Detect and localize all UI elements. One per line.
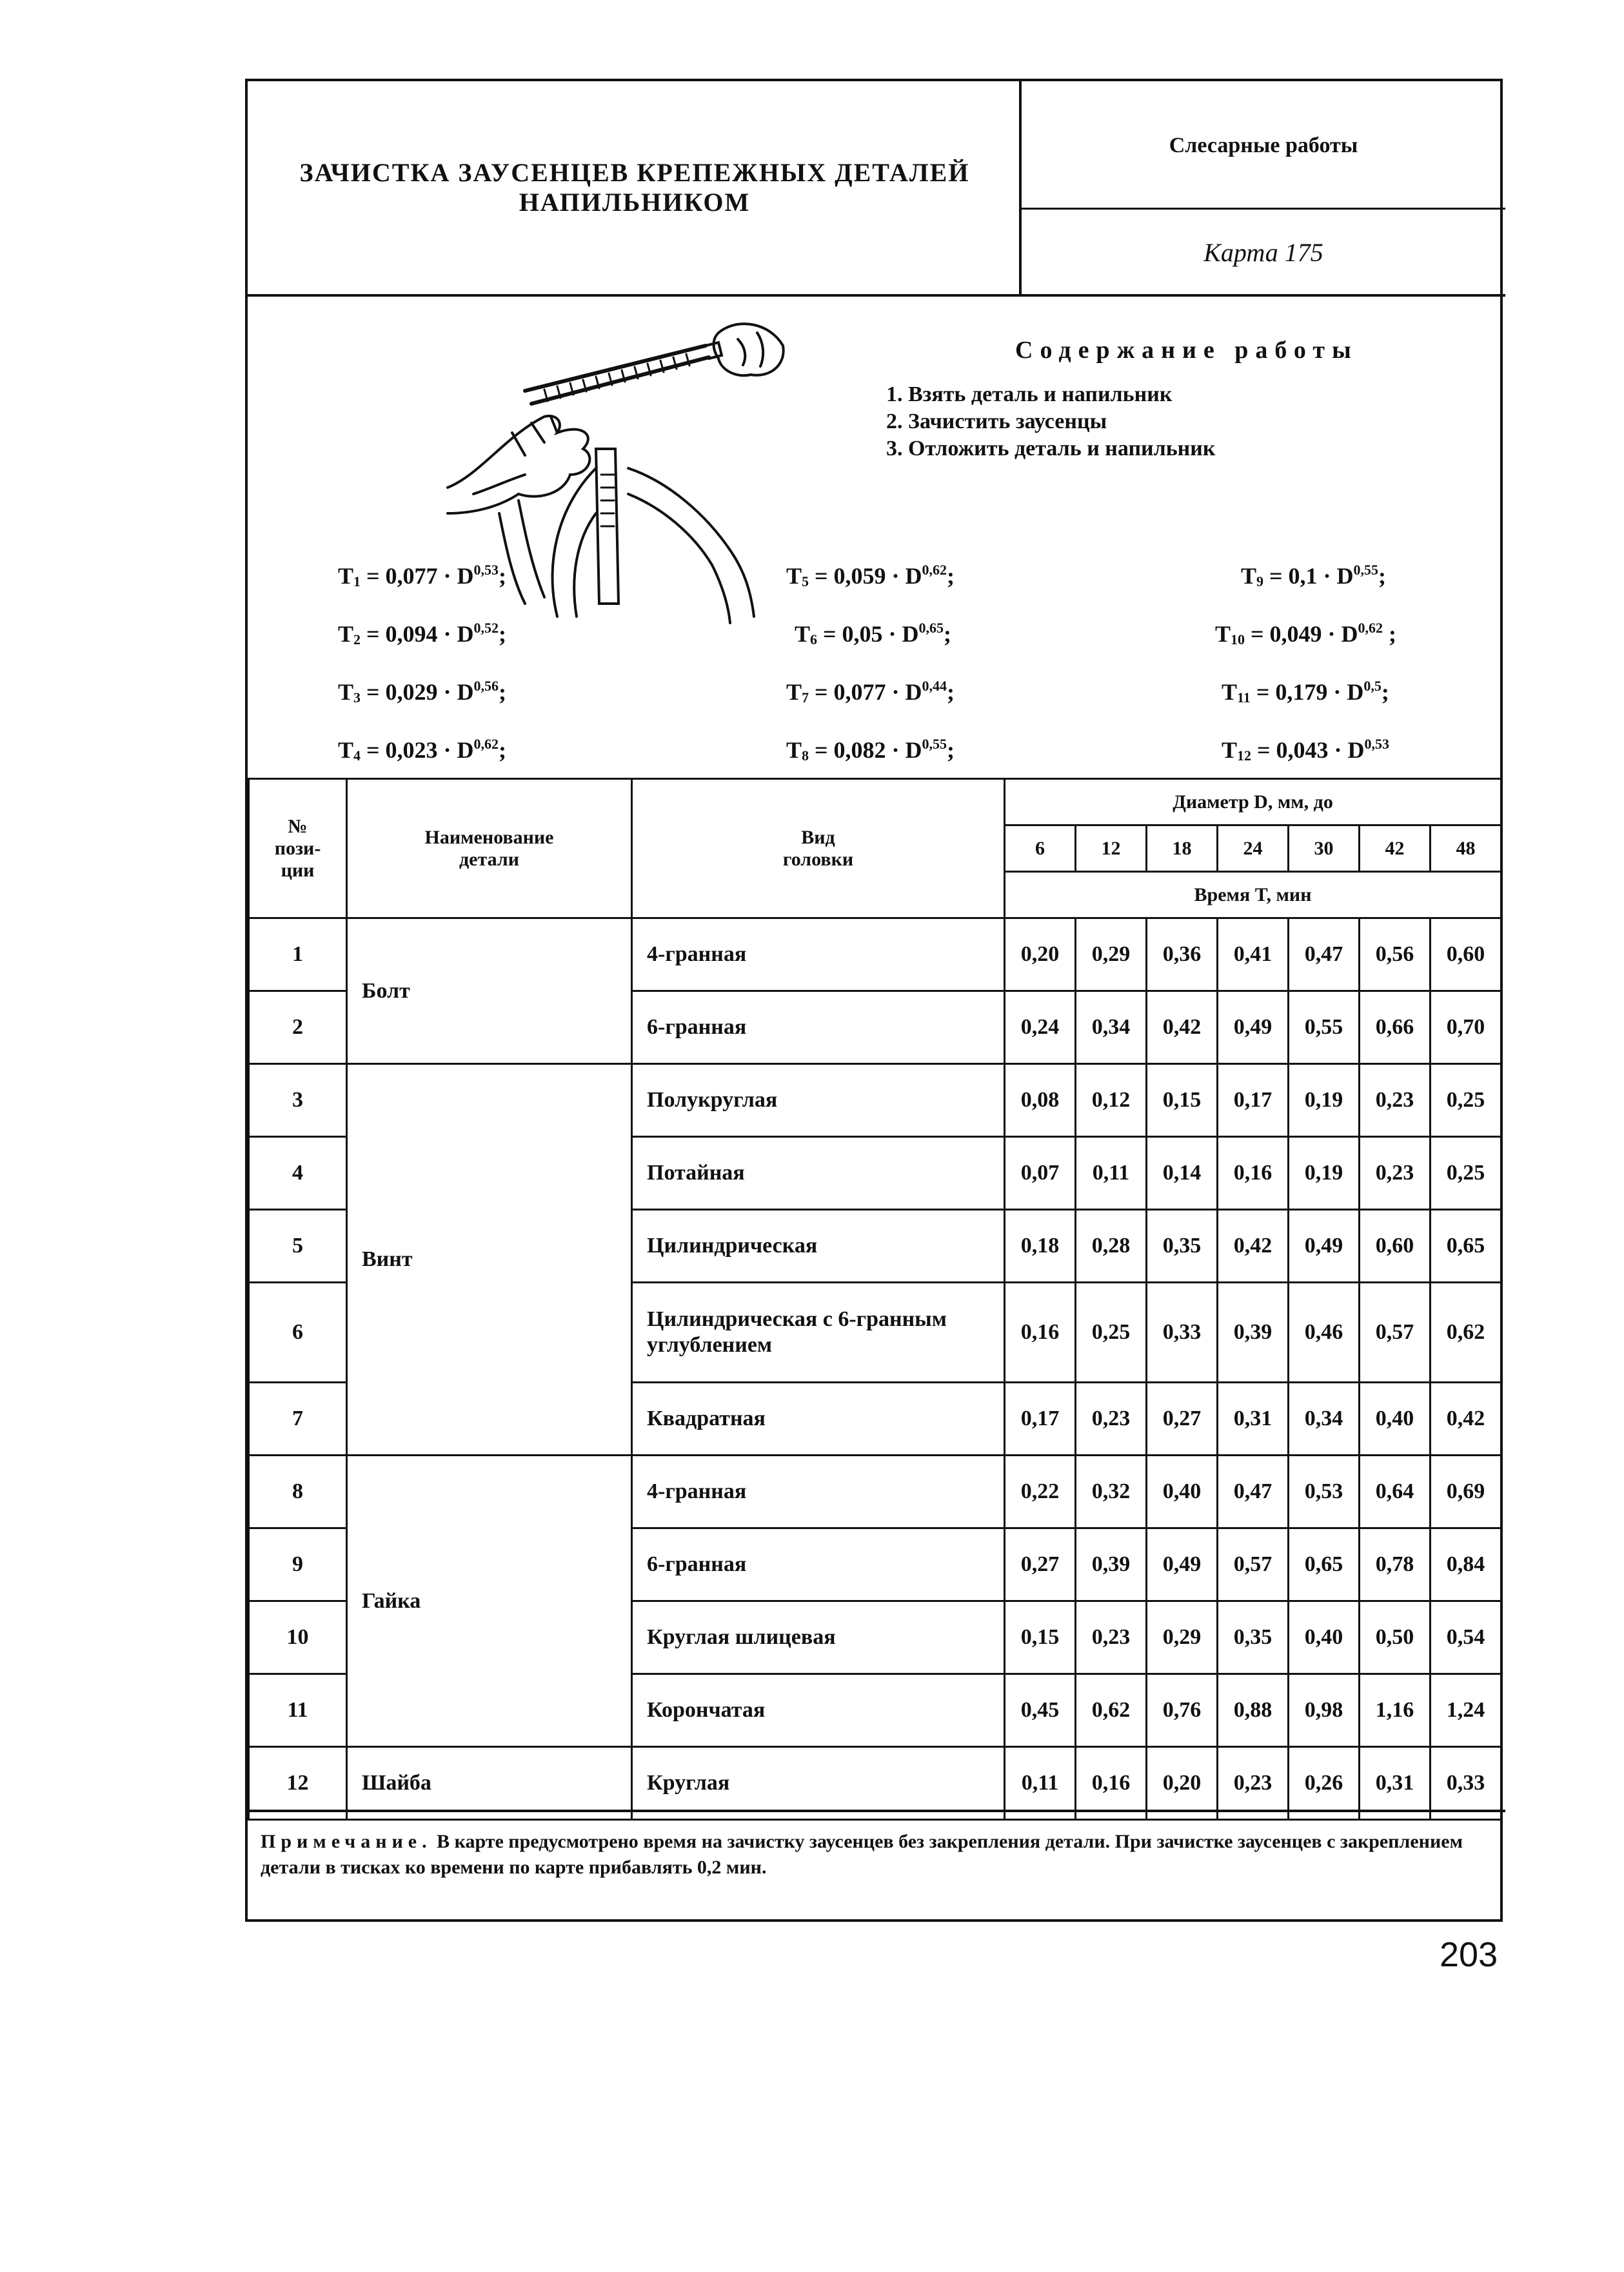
formula-t1: $T_1 = 0,077 \cdot D^{0,53}$; [338, 562, 507, 589]
diameter-header: Диаметр D, мм, до [1005, 779, 1501, 825]
head-type-cell: 6-гранная [632, 1528, 1005, 1601]
card-frame [245, 79, 1503, 1922]
time-value-cell: 0,19 [1289, 1064, 1360, 1137]
time-norm-table [248, 778, 1502, 1821]
time-value-cell: 0,53 [1289, 1456, 1360, 1528]
time-value-cell: 0,15 [1005, 1601, 1076, 1674]
time-value-cell: 0,40 [1289, 1601, 1360, 1674]
time-value-cell: 0,33 [1147, 1283, 1218, 1383]
position-column-header: № пози- ции [249, 779, 347, 918]
time-value-cell: 0,78 [1360, 1528, 1431, 1601]
time-value-cell: 0,27 [1147, 1383, 1218, 1456]
part-name-cell: Винт [347, 1064, 632, 1456]
head-type-cell: Круглая [632, 1747, 1005, 1820]
time-value-cell: 0,47 [1289, 918, 1360, 991]
time-value-cell: 0,29 [1076, 918, 1147, 991]
table-row [249, 918, 1501, 991]
time-value-cell: 0,12 [1076, 1064, 1147, 1137]
diameter-value: 30 [1289, 825, 1360, 872]
card-title [248, 81, 1022, 294]
position-cell: 1 [249, 918, 347, 991]
position-cell: 3 [249, 1064, 347, 1137]
time-value-cell: 0,65 [1431, 1210, 1501, 1283]
filing-illustration [435, 320, 796, 642]
position-cell: 12 [249, 1747, 347, 1820]
position-cell: 4 [249, 1137, 347, 1210]
formula-t5: $T_5 = 0,059 \cdot D^{0,62}$; [786, 562, 955, 589]
time-value-cell: 0,56 [1360, 918, 1431, 991]
time-value-cell: 0,14 [1147, 1137, 1218, 1210]
formula-t11: $T_{11} = 0,179 \cdot D^{0,5}$; [1222, 678, 1389, 706]
time-value-cell: 0,08 [1005, 1064, 1076, 1137]
time-value-cell: 0,88 [1218, 1674, 1289, 1747]
time-value-cell: 0,32 [1076, 1456, 1147, 1528]
time-value-cell: 0,18 [1005, 1210, 1076, 1283]
time-value-cell: 0,57 [1218, 1528, 1289, 1601]
time-value-cell: 0,84 [1431, 1528, 1501, 1601]
time-value-cell: 0,42 [1147, 991, 1218, 1064]
time-value-cell: 0,25 [1431, 1137, 1501, 1210]
time-value-cell: 0,60 [1360, 1210, 1431, 1283]
formula-t6: $T_6 = 0,05 \cdot D^{0,65}$; [795, 620, 952, 647]
time-value-cell: 0,49 [1218, 991, 1289, 1064]
part-name-cell: Гайка [347, 1456, 632, 1747]
table-row [249, 1456, 1501, 1528]
time-value-cell: 0,39 [1218, 1283, 1289, 1383]
time-value-cell: 0,29 [1147, 1601, 1218, 1674]
content-title: Содержание работы [1015, 337, 1358, 364]
time-value-cell: 1,24 [1431, 1674, 1501, 1747]
head-type-column-header: Вид головки [632, 779, 1005, 918]
table-row [249, 1064, 1501, 1137]
time-value-cell: 0,62 [1431, 1283, 1501, 1383]
formula-t8: $T_8 = 0,082 \cdot D^{0,55}$; [786, 736, 955, 764]
position-cell: 11 [249, 1674, 347, 1747]
page-number: 203 [1440, 1935, 1498, 1974]
time-value-cell: 0,49 [1289, 1210, 1360, 1283]
header-divider [1019, 208, 1505, 210]
head-type-cell: Корончатая [632, 1674, 1005, 1747]
time-value-cell: 0,20 [1005, 918, 1076, 991]
time-value-cell: 0,22 [1005, 1456, 1076, 1528]
position-cell: 7 [249, 1383, 347, 1456]
time-value-cell: 0,69 [1431, 1456, 1501, 1528]
card-number: Карта 175 [1203, 237, 1323, 267]
time-value-cell: 1,16 [1360, 1674, 1431, 1747]
formula-t7: $T_7 = 0,077 \cdot D^{0,44}$; [786, 678, 955, 706]
time-value-cell: 0,27 [1005, 1528, 1076, 1601]
time-value-cell: 0,45 [1005, 1674, 1076, 1747]
header-divider [1019, 81, 1022, 294]
time-value-cell: 0,07 [1005, 1137, 1076, 1210]
table-row [249, 1747, 1501, 1820]
time-value-cell: 0,23 [1360, 1137, 1431, 1210]
position-cell: 9 [249, 1528, 347, 1601]
card-title-line2: НАПИЛЬНИКОМ [519, 188, 751, 217]
diameter-value: 6 [1005, 825, 1076, 872]
time-value-cell: 0,17 [1218, 1064, 1289, 1137]
diameter-value: 48 [1431, 825, 1501, 872]
head-type-cell: Круглая шлицевая [632, 1601, 1005, 1674]
header-bottom-rule [248, 294, 1505, 297]
diameter-value: 12 [1076, 825, 1147, 872]
time-value-cell: 0,39 [1076, 1528, 1147, 1601]
time-value-cell: 0,41 [1218, 918, 1289, 991]
head-type-cell: 4-гранная [632, 918, 1005, 991]
time-value-cell: 0,42 [1431, 1383, 1501, 1456]
work-step: 2. Зачистить заусенцы [886, 410, 1107, 433]
time-value-cell: 0,50 [1360, 1601, 1431, 1674]
position-cell: 5 [249, 1210, 347, 1283]
time-value-cell: 0,23 [1360, 1064, 1431, 1137]
time-value-cell: 0,42 [1218, 1210, 1289, 1283]
diameter-value: 24 [1218, 825, 1289, 872]
time-value-cell: 0,23 [1218, 1747, 1289, 1820]
time-value-cell: 0,11 [1005, 1747, 1076, 1820]
formula-t9: $T_9 = 0,1 \cdot D^{0,55}$; [1241, 562, 1387, 589]
diameter-value: 42 [1360, 825, 1431, 872]
time-value-cell: 0,31 [1360, 1747, 1431, 1820]
time-value-cell: 0,24 [1005, 991, 1076, 1064]
note-text: В карте предусмотрено время на зачистку заусенцев без закрепления детали. При зачистке заусенцев с закреплением детали в тисках ко времени по карте прибавлять 0,2 мин. [261, 1831, 1463, 1878]
time-value-cell: 0,76 [1147, 1674, 1218, 1747]
formula-t3: $T_3 = 0,029 \cdot D^{0,56}$; [338, 678, 507, 706]
position-cell: 8 [249, 1456, 347, 1528]
work-steps [886, 381, 1215, 462]
time-value-cell: 0,28 [1076, 1210, 1147, 1283]
time-value-cell: 0,25 [1431, 1064, 1501, 1137]
time-value-cell: 0,98 [1289, 1674, 1360, 1747]
work-step: 1. Взять деталь и напильник [886, 382, 1173, 406]
time-value-cell: 0,23 [1076, 1601, 1147, 1674]
position-cell: 2 [249, 991, 347, 1064]
time-value-cell: 0,64 [1360, 1456, 1431, 1528]
time-value-cell: 0,54 [1431, 1601, 1501, 1674]
time-value-cell: 0,62 [1076, 1674, 1147, 1747]
head-type-cell: 6-гранная [632, 991, 1005, 1064]
part-name-cell: Шайба [347, 1747, 632, 1820]
time-value-cell: 0,25 [1076, 1283, 1147, 1383]
time-value-cell: 0,60 [1431, 918, 1501, 991]
time-value-cell: 0,20 [1147, 1747, 1218, 1820]
time-value-cell: 0,65 [1289, 1528, 1360, 1601]
time-value-cell: 0,55 [1289, 991, 1360, 1064]
note-label: Примечание. [261, 1831, 432, 1852]
time-value-cell: 0,23 [1076, 1383, 1147, 1456]
head-type-cell: Полукруглая [632, 1064, 1005, 1137]
note-divider [248, 1810, 1505, 1812]
time-value-cell: 0,31 [1218, 1383, 1289, 1456]
time-value-cell: 0,16 [1218, 1137, 1289, 1210]
time-value-cell: 0,16 [1076, 1747, 1147, 1820]
time-value-cell: 0,11 [1076, 1137, 1147, 1210]
time-value-cell: 0,33 [1431, 1747, 1501, 1820]
part-name-column-header: Наименование детали [347, 779, 632, 918]
time-value-cell: 0,35 [1218, 1601, 1289, 1674]
time-value-cell: 0,26 [1289, 1747, 1360, 1820]
time-value-cell: 0,34 [1289, 1383, 1360, 1456]
position-cell: 10 [249, 1601, 347, 1674]
time-value-cell: 0,46 [1289, 1283, 1360, 1383]
time-value-cell: 0,57 [1360, 1283, 1431, 1383]
time-value-cell: 0,40 [1147, 1456, 1218, 1528]
head-type-cell: 4-гранная [632, 1456, 1005, 1528]
time-value-cell: 0,15 [1147, 1064, 1218, 1137]
time-value-cell: 0,34 [1076, 991, 1147, 1064]
time-value-cell: 0,49 [1147, 1528, 1218, 1601]
card-title-line1: ЗАЧИСТКА ЗАУСЕНЦЕВ КРЕПЕЖНЫХ ДЕТАЛЕЙ [299, 158, 970, 187]
note [261, 1829, 1486, 1881]
formula-t4: $T_4 = 0,023 \cdot D^{0,62}$; [338, 736, 507, 764]
time-value-cell: 0,17 [1005, 1383, 1076, 1456]
formula-t2: $T_2 = 0,094 \cdot D^{0,52}$; [338, 620, 507, 647]
head-type-cell: Цилиндрическая [632, 1210, 1005, 1283]
position-cell: 6 [249, 1283, 347, 1383]
time-value-cell: 0,19 [1289, 1137, 1360, 1210]
time-value-cell: 0,36 [1147, 918, 1218, 991]
time-header: Время T, мин [1005, 872, 1501, 918]
head-type-cell: Цилиндрическая с 6-гранным углублением [632, 1283, 1005, 1383]
work-step: 3. Отложить деталь и напильник [886, 437, 1216, 460]
head-type-cell: Квадратная [632, 1383, 1005, 1456]
time-value-cell: 0,35 [1147, 1210, 1218, 1283]
time-value-cell: 0,66 [1360, 991, 1431, 1064]
time-value-cell: 0,40 [1360, 1383, 1431, 1456]
formula-t10: $T_{10} = 0,049 \cdot D^{0,62}$ ; [1215, 620, 1397, 647]
part-name-cell: Болт [347, 918, 632, 1064]
diameter-value: 18 [1147, 825, 1218, 872]
time-value-cell: 0,16 [1005, 1283, 1076, 1383]
head-type-cell: Потайная [632, 1137, 1005, 1210]
time-value-cell: 0,47 [1218, 1456, 1289, 1528]
time-value-cell: 0,70 [1431, 991, 1501, 1064]
work-type: Слесарные работы [1169, 133, 1358, 157]
formula-t12: $T_{12} = 0,043 \cdot D^{0,53}$ [1222, 736, 1390, 764]
